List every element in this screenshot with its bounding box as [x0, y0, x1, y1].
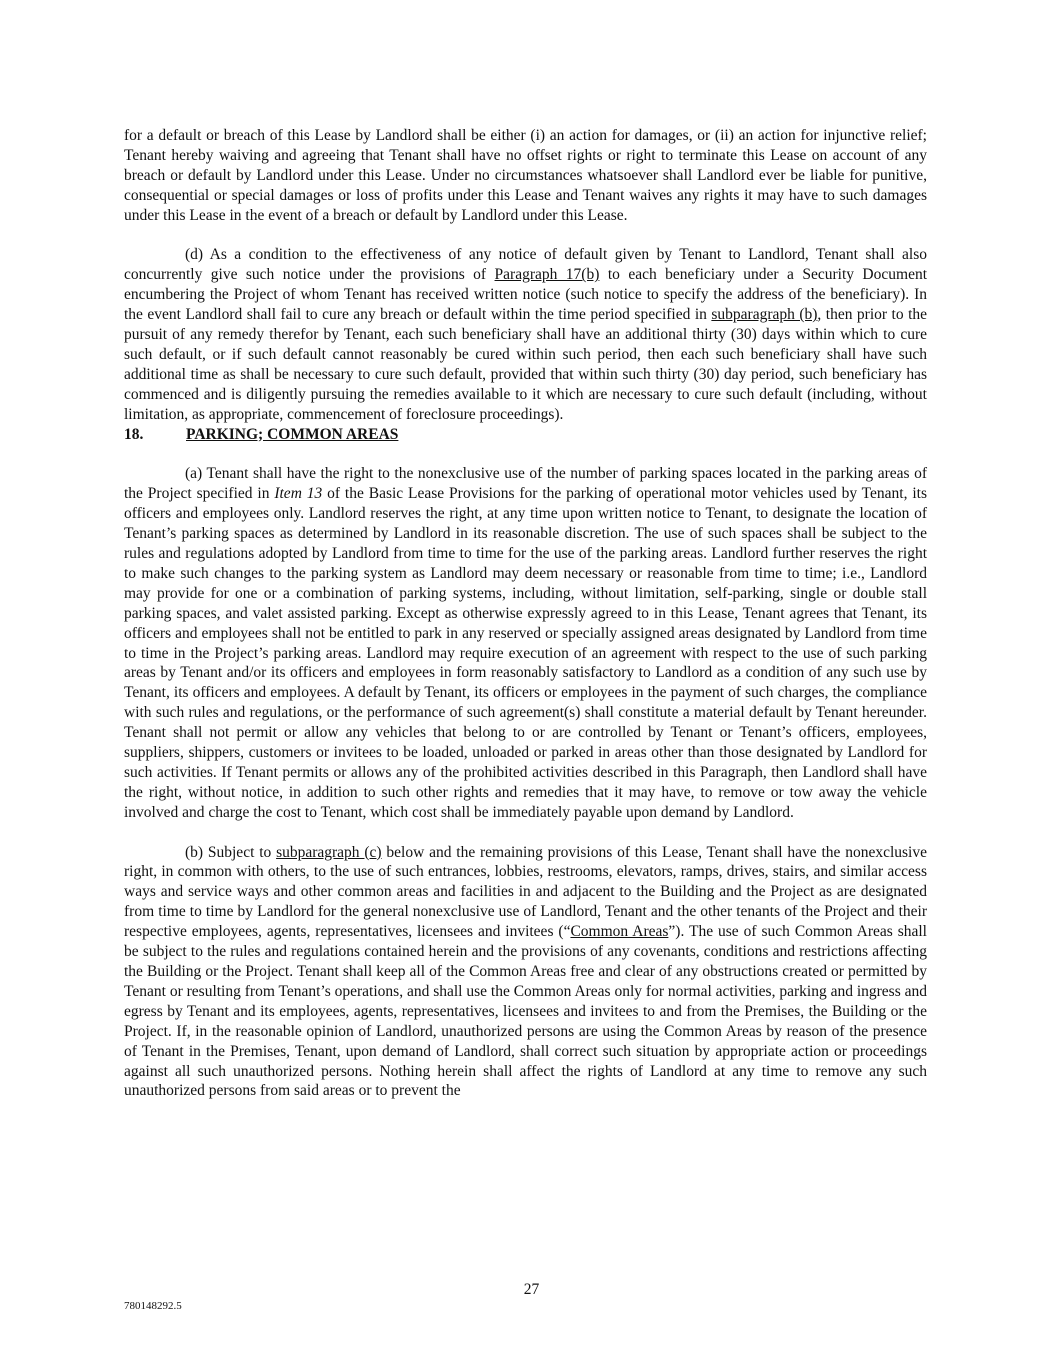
document-id: 780148292.5 — [124, 1300, 182, 1312]
paragraph-18a-text-a: (a) Tenant shall have the right to the nonexclusive use of the number of parking spaces located in the parking areas of the Project specified in — [124, 465, 927, 503]
paragraph-17b-reference: Paragraph 17(b) — [494, 266, 600, 284]
section-number: 18. — [124, 425, 144, 443]
paragraph-18a — [124, 464, 927, 822]
paragraph-18b-text-b: below and the remaining provisions of this Lease, Tenant shall have the nonexclusive right, in common with others, to the use of such entrances, lobbies, restrooms, elevators, ramps, drives, stairs, and similar access ways and service ways and other common areas and facilities in and adjacent to the Building and the Project as are designated from time to time by Landlord for the general nonexclusive use of Landlord, Tenant and the other tenants of the Project and their respective employees, agents, representatives, licensees and invitees (“ — [124, 843, 927, 941]
paragraph-continuation: for a default or breach of this Lease by Landlord shall be either (i) an action for damages, or (ii) an action for injunctive relief; Tenant hereby waiving and agreeing that Tenant shall have no offset rights or right to terminate this Lease on account of any breach or default by Landlord under this Lease. Under no circumstances whatsoever shall Landlord ever be liable for punitive, consequential or special damages or loss of profits under this Lease and Tenant waives any rights it may have to such damages under this Lease in the event of a breach or default by Landlord under this Lease. — [124, 127, 927, 224]
common-areas-defined-term: Common Areas — [570, 923, 669, 941]
paragraph-17d-text-c: , then prior to the pursuit of any remedy therefor by Tenant, each such beneficiary shall have an additional thirty (30) days within which to cure such default, or if such default cannot reasonably be cured within such period, then each such beneficiary shall have such additional time as shall be necessary to cure such default, provided that within such thirty (30) day period, such beneficiary has commenced and is diligently pursuing the remedies available to it which are necessary to cure such default (including, without limitation, as appropriate, commencement of foreclosure proceedings). — [124, 306, 928, 423]
paragraph-18b-text-a: (b) Subject to — [185, 843, 277, 861]
paragraph-18a-text-b: of the Basic Lease Provisions for the parking of operational motor vehicles used by Tenant, its officers and employees only. Landlord reserves the right, at any time upon written notice to Tenant, to designate the location of Tenant’s parking spaces as determined by Landlord in its reasonable discretion. The use of such spaces shall be subject to the rules and regulations adopted by Landlord from time to time for the use of the parking areas. Landlord further reserves the right to make such changes to the parking system as Landlord may deem necessary or reasonable from time to time; i.e., Landlord may provide for one or a combination of parking systems, including, without limitation, self-parking, single or double stall parking spaces, and valet assisted parking. Except as otherwise expressly agreed to in this Lease, Tenant agrees that Tenant, its officers and employees shall not be entitled to park in any reserved or specially assigned areas designated by Landlord from time to time in the Project’s parking areas. Landlord may require execution of an agreement with respect to the use of such parking areas by Tenant and/or its officers and employees in form reasonably satisfactory to Landlord as a condition of any such use by Tenant, its officers and employees. A default by Tenant, its officers or employees in the payment of such charges, the compliance with such rules and regulations, or the performance of such agreement(s) shall constitute a material default by Tenant hereunder. Tenant shall not permit or allow any vehicles that belong to or are controlled by Tenant or Tenant’s officers, employees, suppliers, shippers, customers or invitees to be loaded, unloaded or parked in areas other than those designated by Landlord for such activities. If Tenant permits or allows any of the prohibited activities described in this Paragraph, then Landlord shall have the right, without notice, in addition to such other rights and remedies that it may have, to remove or tow away the vehicle involved and charge the cost to Tenant, which cost shall be immediately payable upon demand by Landlord. — [124, 485, 928, 821]
paragraph-18b — [124, 843, 927, 1102]
section-title: PARKING; COMMON AREAS — [186, 425, 399, 443]
paragraph-17d — [124, 245, 927, 424]
document-body — [124, 126, 927, 1101]
subparagraph-c-reference: subparagraph (c) — [276, 843, 382, 861]
paragraph-18b-text-c: ”). The use of such Common Areas shall be subject to the rules and regulations contained herein and the provisions of any covenants, conditions and restrictions affecting the Building or the Project. Tenant shall keep all of the Common Areas free and clear of any obstructions created or permitted by Tenant or resulting from Tenant’s operations, and shall use the Common Areas only for normal activities, parking and ingress and egress by Tenant and its employees, agents, representatives, licensees and invitees to and from the Premises, the Building or the Project. If, in the reasonable opinion of Landlord, unauthorized persons are using the Common Areas by reason of the presence of Tenant in the Premises, Tenant, upon demand of Landlord, shall correct such situation by appropriate action or proceedings against all such unauthorized persons. Nothing herein shall affect the rights of Landlord at any time to remove any such unauthorized persons from said areas or to prevent the — [124, 923, 927, 1100]
paragraph-17d-text-a: (d) As a condition to the effectiveness of any notice of default given by Tenant to Landlord, Tenant shall also concurrently give such notice under the provisions of — [124, 246, 927, 284]
subparagraph-b-reference: subparagraph (b) — [711, 306, 818, 324]
paragraph-17d-text-b: to each beneficiary under a Security Document encumbering the Project of whom Tenant has received written notice (such notice to specify the address of the beneficiary). In the event Landlord shall fail to cure any breach or default within the time period specified in — [124, 266, 928, 324]
section-heading — [124, 425, 927, 445]
item-13-reference: Item 13 — [274, 485, 323, 503]
page-number: 27 — [523, 1281, 540, 1298]
